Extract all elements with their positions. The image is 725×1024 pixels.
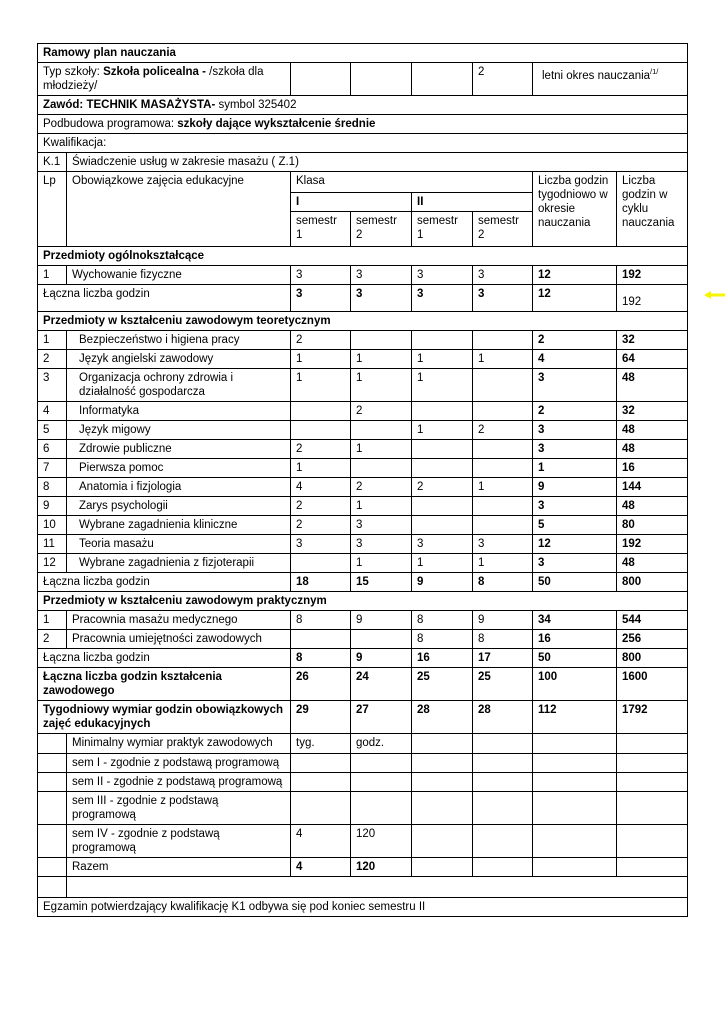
empty-cell [291, 63, 351, 96]
cycle-hours: 32 [617, 331, 688, 350]
subject-name: Informatyka [67, 402, 291, 421]
subject-row [38, 350, 688, 369]
section-title: Przedmioty w kształceniu zawodowym teoretycznym [38, 312, 688, 331]
empty-cell [412, 858, 473, 877]
subject-name: Wybrane zagadnienia z fizjoterapii [67, 554, 291, 573]
base-label: Podbudowa programowa: [43, 118, 178, 130]
empty-cell [412, 773, 473, 792]
subject-name: Anatomia i fizjologia [67, 478, 291, 497]
header-sem-2a: semestr 2 [351, 212, 412, 247]
cycle-hours: 144 [617, 478, 688, 497]
semester-hours [351, 421, 412, 440]
cycle-hours: 80 [617, 516, 688, 535]
empty-cell [351, 63, 412, 96]
empty-cell [533, 754, 617, 773]
semester-hours [473, 331, 533, 350]
total-semester-hours: 16 [412, 649, 473, 668]
base-value: szkoły dające wykształcenie średnie [177, 118, 376, 130]
period-label: letni okres nauczania [542, 70, 651, 82]
semester-hours [473, 516, 533, 535]
empty-cell [412, 792, 473, 825]
cycle-hours: 48 [617, 421, 688, 440]
semester-hours [291, 402, 351, 421]
empty-cell [412, 734, 473, 754]
subject-row [38, 630, 688, 649]
lp-cell: 7 [38, 459, 67, 478]
semester-hours [412, 459, 473, 478]
internship-hours [351, 754, 412, 773]
semester-hours: 1 [291, 350, 351, 369]
school-type-value: Szkoła policealna - [103, 66, 206, 78]
total-semester-hours: 3 [291, 285, 351, 312]
empty-cell [617, 773, 688, 792]
subject-name: Wybrane zagadnienia kliniczne [67, 516, 291, 535]
weekly-hours: 1 [533, 459, 617, 478]
weekly-hours: 12 [533, 266, 617, 285]
header-class-2: II [412, 193, 533, 212]
semester-hours: 3 [473, 535, 533, 554]
semester-hours [412, 331, 473, 350]
semester-hours [473, 402, 533, 421]
semester-hours: 8 [412, 611, 473, 630]
semester-hours: 2 [473, 421, 533, 440]
school-type-cell [38, 63, 291, 96]
subject-name: Pracownia umiejętności zawodowych [67, 630, 291, 649]
cycle-hours: 16 [617, 459, 688, 478]
plan-title: Ramowy plan nauczania [38, 44, 688, 63]
qualification-row [38, 153, 688, 172]
empty-cell [412, 825, 473, 858]
cycle-hours: 64 [617, 350, 688, 369]
header-lp: Lp [38, 172, 67, 247]
total-semester-hours: 17 [473, 649, 533, 668]
total-weekly-hours: 12 [533, 285, 617, 312]
qualification-label-row [38, 134, 688, 153]
weekly-hours: 12 [533, 535, 617, 554]
internship-weeks [291, 754, 351, 773]
semester-hours: 2 [291, 497, 351, 516]
empty-cell [617, 754, 688, 773]
cycle-hours: 544 [617, 611, 688, 630]
internship-row [38, 792, 688, 825]
total-semester-hours: 29 [291, 701, 351, 734]
subject-row [38, 369, 688, 402]
exam-note-row [38, 898, 688, 917]
footnote-marker: /1/ [650, 67, 659, 76]
internship-total-label: Razem [67, 858, 291, 877]
total-semester-hours: 3 [351, 285, 412, 312]
semester-hours [473, 440, 533, 459]
empty-cell [473, 825, 533, 858]
total-row [38, 649, 688, 668]
total-row [38, 573, 688, 592]
profession-label: Zawód: TECHNIK MASAŻYSTA- [43, 99, 216, 111]
weekly-hours: 3 [533, 440, 617, 459]
total-semester-hours: 8 [473, 573, 533, 592]
cycle-hours: 192 [617, 266, 688, 285]
semester-hours: 1 [351, 369, 412, 402]
total-semester-hours: 25 [473, 668, 533, 701]
semester-hours: 2 [291, 331, 351, 350]
lp-cell: 4 [38, 402, 67, 421]
semester-hours [473, 497, 533, 516]
school-type-suffix: /szkoła dla młodzieży/ [43, 66, 264, 92]
total-semester-hours: 24 [351, 668, 412, 701]
total-semester-hours: 3 [473, 285, 533, 312]
semester-hours [351, 459, 412, 478]
subject-row [38, 497, 688, 516]
weekly-hours: 2 [533, 331, 617, 350]
total-semester-hours: 15 [351, 573, 412, 592]
header-row-1 [38, 172, 688, 193]
empty-cell [67, 877, 688, 898]
total-weekly-hours: 112 [533, 701, 617, 734]
semester-hours: 2 [412, 478, 473, 497]
base-cell [38, 115, 688, 134]
empty-cell [533, 858, 617, 877]
total-semester-hours: 28 [473, 701, 533, 734]
total-semester-hours: 8 [291, 649, 351, 668]
empty-cell [473, 754, 533, 773]
header-subjects: Obowiązkowe zajęcia edukacyjne [67, 172, 291, 247]
lp-cell: 1 [38, 331, 67, 350]
empty-cell [473, 734, 533, 754]
profession-row [38, 96, 688, 115]
internship-total-hours: 120 [351, 858, 412, 877]
empty-cell [473, 858, 533, 877]
semester-hours: 3 [291, 266, 351, 285]
total-semester-hours: 28 [412, 701, 473, 734]
header-klasa: Klasa [291, 172, 533, 193]
weekly-hours: 4 [533, 350, 617, 369]
period-cell [533, 63, 688, 96]
internship-semester: sem I - zgodnie z podstawą programową [67, 754, 291, 773]
semester-hours: 8 [291, 611, 351, 630]
total-label: Łączna liczba godzin [38, 573, 291, 592]
semester-hours: 4 [291, 478, 351, 497]
empty-cell [38, 877, 67, 898]
semester-hours: 1 [351, 350, 412, 369]
subject-row [38, 266, 688, 285]
semester-hours [291, 421, 351, 440]
empty-cell [38, 773, 67, 792]
lp-cell: 1 [38, 266, 67, 285]
subject-row [38, 440, 688, 459]
internship-weeks: 4 [291, 825, 351, 858]
semester-hours: 1 [412, 350, 473, 369]
total-semester-hours: 25 [412, 668, 473, 701]
empty-cell [38, 754, 67, 773]
semester-hours: 1 [351, 497, 412, 516]
subject-row [38, 459, 688, 478]
empty-cell [38, 792, 67, 825]
total-row [38, 701, 688, 734]
cycle-hours: 256 [617, 630, 688, 649]
semester-hours: 8 [473, 630, 533, 649]
semester-hours: 9 [351, 611, 412, 630]
cycle-hours: 48 [617, 497, 688, 516]
total-semester-hours: 18 [291, 573, 351, 592]
semester-hours: 3 [473, 266, 533, 285]
header-weekly: Liczba godzin tygodniowo w okresie nauczania [533, 172, 617, 247]
total-cycle-hours: 192 [617, 285, 688, 312]
header-sem-1b: semestr 1 [412, 212, 473, 247]
subject-name: Organizacja ochrony zdrowia i działalność gospodarcza [67, 369, 291, 402]
lp-cell: 12 [38, 554, 67, 573]
empty-cell [617, 825, 688, 858]
lp-cell: 10 [38, 516, 67, 535]
internship-col-hours: godz. [351, 734, 412, 754]
weekly-hours: 3 [533, 369, 617, 402]
section-header-row [38, 592, 688, 611]
weekly-hours: 9 [533, 478, 617, 497]
empty-cell [473, 773, 533, 792]
total-weekly-hours: 50 [533, 649, 617, 668]
total-semester-hours: 9 [351, 649, 412, 668]
subject-row [38, 535, 688, 554]
header-sem-2b: semestr 2 [473, 212, 533, 247]
total-label: Tygodniowy wymiar godzin obowiązkowych zajęć edukacyjnych [38, 701, 291, 734]
subject-name: Pracownia masażu medycznego [67, 611, 291, 630]
subject-row [38, 478, 688, 497]
lp-cell: 2 [38, 630, 67, 649]
cycle-hours: 192 [617, 535, 688, 554]
lp-cell: 5 [38, 421, 67, 440]
cycle-hours: 48 [617, 369, 688, 402]
lp-cell: 9 [38, 497, 67, 516]
semester-hours: 3 [351, 516, 412, 535]
semester-hours: 2 [351, 402, 412, 421]
subject-name: Teoria masażu [67, 535, 291, 554]
profession-cell [38, 96, 688, 115]
semester-hours: 3 [412, 266, 473, 285]
total-cycle-hours: 800 [617, 573, 688, 592]
header-sem-1a: semestr 1 [291, 212, 351, 247]
internship-semester: sem II - zgodnie z podstawą programową [67, 773, 291, 792]
semester-hours [412, 402, 473, 421]
profession-symbol: symbol 325402 [215, 99, 297, 111]
school-years: 2 [473, 63, 533, 96]
semester-hours: 2 [291, 516, 351, 535]
semester-hours [412, 497, 473, 516]
internship-hours [351, 773, 412, 792]
qualification-name: Świadczenie usług w zakresie masażu ( Z.1) [67, 153, 688, 172]
total-semester-hours: 9 [412, 573, 473, 592]
school-type-row [38, 63, 688, 96]
header-cycle: Liczba godzin w cyklu nauczania [617, 172, 688, 247]
cycle-hours: 32 [617, 402, 688, 421]
base-row [38, 115, 688, 134]
weekly-hours: 3 [533, 497, 617, 516]
semester-hours [412, 516, 473, 535]
semester-hours: 1 [412, 369, 473, 402]
school-type-label: Typ szkoły: [43, 66, 104, 78]
internship-hours: 120 [351, 825, 412, 858]
semester-hours: 3 [351, 535, 412, 554]
exam-note: Egzamin potwierdzający kwalifikację K1 odbywa się pod koniec semestru II [38, 898, 688, 917]
internship-col-weeks: tyg. [291, 734, 351, 754]
empty-cell [38, 734, 67, 754]
internship-total-weeks: 4 [291, 858, 351, 877]
semester-hours: 1 [291, 459, 351, 478]
semester-hours [473, 459, 533, 478]
subject-name: Język migowy [67, 421, 291, 440]
total-semester-hours: 27 [351, 701, 412, 734]
lp-cell: 8 [38, 478, 67, 497]
subject-name: Wychowanie fizyczne [67, 266, 291, 285]
subject-row [38, 554, 688, 573]
weekly-hours: 16 [533, 630, 617, 649]
semester-hours: 3 [412, 535, 473, 554]
empty-cell [38, 825, 67, 858]
cycle-hours: 48 [617, 554, 688, 573]
semester-hours: 1 [473, 350, 533, 369]
total-row [38, 668, 688, 701]
yellow-arrow-icon [704, 290, 725, 300]
subject-row [38, 421, 688, 440]
empty-cell [617, 792, 688, 825]
empty-cell [412, 754, 473, 773]
empty-cell [533, 773, 617, 792]
weekly-hours: 3 [533, 554, 617, 573]
lp-cell: 3 [38, 369, 67, 402]
lp-cell: 2 [38, 350, 67, 369]
semester-hours: 1 [412, 554, 473, 573]
internship-title: Minimalny wymiar praktyk zawodowych [67, 734, 291, 754]
internship-row [38, 754, 688, 773]
internship-weeks [291, 773, 351, 792]
qualification-code: K.1 [38, 153, 67, 172]
empty-cell [412, 63, 473, 96]
qualification-label: Kwalifikacja: [38, 134, 688, 153]
subject-row [38, 516, 688, 535]
subject-name: Bezpieczeństwo i higiena pracy [67, 331, 291, 350]
empty-cell [617, 734, 688, 754]
empty-cell [533, 734, 617, 754]
total-cycle-hours: 1600 [617, 668, 688, 701]
weekly-hours: 34 [533, 611, 617, 630]
subject-row [38, 331, 688, 350]
internship-header-row [38, 734, 688, 754]
empty-cell [473, 792, 533, 825]
subject-name: Zarys psychologii [67, 497, 291, 516]
subject-name: Zdrowie publiczne [67, 440, 291, 459]
empty-cell [38, 858, 67, 877]
header-class-1: I [291, 193, 412, 212]
total-label: Łączna liczba godzin kształcenia zawodowego [38, 668, 291, 701]
weekly-hours: 3 [533, 421, 617, 440]
empty-cell [533, 825, 617, 858]
weekly-hours: 2 [533, 402, 617, 421]
total-row [38, 285, 688, 312]
internship-weeks [291, 792, 351, 825]
internship-row [38, 773, 688, 792]
semester-hours: 1 [351, 554, 412, 573]
lp-cell: 6 [38, 440, 67, 459]
semester-hours: 3 [351, 266, 412, 285]
semester-hours: 3 [291, 535, 351, 554]
total-label: Łączna liczba godzin [38, 649, 291, 668]
semester-hours [351, 630, 412, 649]
section-header-row [38, 247, 688, 266]
subject-row [38, 611, 688, 630]
semester-hours [412, 440, 473, 459]
semester-hours: 9 [473, 611, 533, 630]
internship-hours [351, 792, 412, 825]
semester-hours [351, 331, 412, 350]
blank-row [38, 877, 688, 898]
total-weekly-hours: 50 [533, 573, 617, 592]
semester-hours: 1 [473, 554, 533, 573]
internship-total-row [38, 858, 688, 877]
internship-semester: sem IV - zgodnie z podstawą programową [67, 825, 291, 858]
section-title: Przedmioty ogólnokształcące [38, 247, 688, 266]
semester-hours: 1 [351, 440, 412, 459]
subject-row [38, 402, 688, 421]
semester-hours [291, 630, 351, 649]
total-semester-hours: 3 [412, 285, 473, 312]
empty-cell [617, 858, 688, 877]
semester-hours: 2 [291, 440, 351, 459]
total-cycle-hours: 800 [617, 649, 688, 668]
title-row [38, 44, 688, 63]
cycle-hours: 48 [617, 440, 688, 459]
semester-hours: 1 [412, 421, 473, 440]
semester-hours: 1 [291, 369, 351, 402]
subject-name: Język angielski zawodowy [67, 350, 291, 369]
total-semester-hours: 26 [291, 668, 351, 701]
lp-cell: 1 [38, 611, 67, 630]
semester-hours [291, 554, 351, 573]
section-header-row [38, 312, 688, 331]
total-weekly-hours: 100 [533, 668, 617, 701]
empty-cell [533, 792, 617, 825]
total-label: Łączna liczba godzin [38, 285, 291, 312]
section-title: Przedmioty w kształceniu zawodowym praktycznym [38, 592, 688, 611]
semester-hours [473, 369, 533, 402]
weekly-hours: 5 [533, 516, 617, 535]
semester-hours: 1 [473, 478, 533, 497]
lp-cell: 11 [38, 535, 67, 554]
subject-name: Pierwsza pomoc [67, 459, 291, 478]
internship-semester: sem III - zgodnie z podstawą programową [67, 792, 291, 825]
semester-hours: 8 [412, 630, 473, 649]
semester-hours: 2 [351, 478, 412, 497]
curriculum-table [37, 43, 688, 917]
internship-row [38, 825, 688, 858]
total-cycle-hours: 1792 [617, 701, 688, 734]
